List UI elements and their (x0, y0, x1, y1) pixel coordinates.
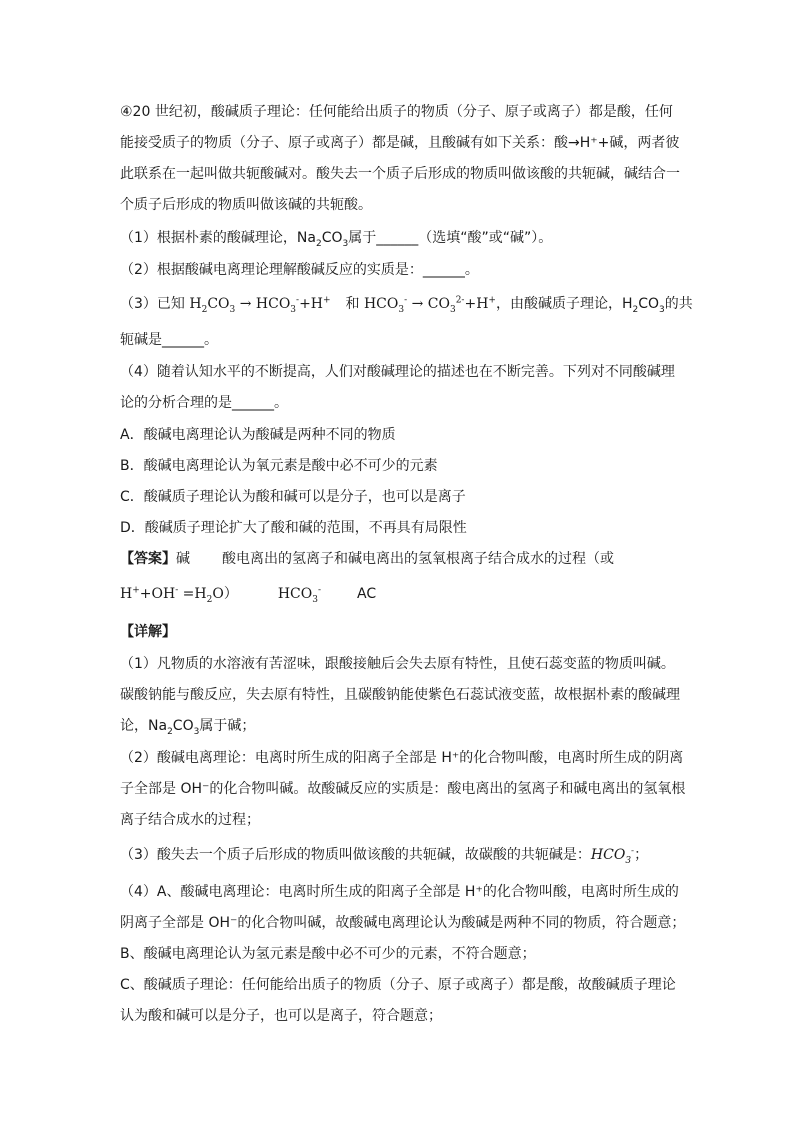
option-c: C．酸碱质子理论认为酸和碱可以是分子，也可以是离子 (120, 489, 466, 505)
detail-2-line-1: （2）酸碱电离理论：电离时所生成的阳离子全部是 H⁺的化合物叫酸，电离时所生成的阴离 (120, 750, 684, 766)
detail-2-line-2: 子全部是 OH⁻的化合物叫碱。故酸碱反应的实质是：酸电离出的氢离子和碱电离出的氢氧根 (120, 781, 686, 797)
bicarbonate-formula: $HCO_3^-$ (590, 846, 635, 866)
question-1: （1）根据朴素的酸碱理论，$Na_2CO_3$属于______（选填“酸”或“碱”）。 (120, 230, 553, 249)
detail-1-line-3: 论，$Na_2CO_3$属于碱； (120, 718, 256, 737)
intro-line-4: 个质子后形成的物质叫做该碱的共轭酸。 (120, 197, 372, 213)
answer-line-2: $H^++OH^- =H_2O$） $HCO_3^-$ AC (120, 585, 377, 605)
intro-line-2: 能接受质子的物质（分子、原子或离子）都是碱，且酸碱有如下关系：酸→H⁺+碱，两者彼 (120, 135, 680, 151)
detail-label: 【详解】 (120, 624, 176, 640)
answer-3-formula: $HCO_3^-$ (277, 585, 322, 605)
question-2: （2）根据酸碱电离理论理解酸碱反应的实质是：______。 (120, 262, 479, 278)
answer-2: 酸电离出的氢离子和碱电离出的氢氧根离子结合成水的过程（或 (222, 551, 614, 567)
option-a: A．酸碱电离理论认为酸碱是两种不同的物质 (120, 427, 396, 443)
detail-4-line-1: （4）A、酸碱电离理论：电离时所生成的阳离子全部是 H⁺的化合物叫酸，电离时所生成的 (120, 884, 679, 900)
option-d: D．酸碱质子理论扩大了酸和碱的范围，不再具有局限性 (120, 520, 467, 536)
detail-1-line-1: （1）凡物质的水溶液有苦涩味，跟酸接触后会失去原有特性，且使石蕊变蓝的物质叫碱。 (120, 656, 675, 672)
question-3-line-2: 轭碱是______。 (120, 332, 218, 348)
water-equation: $H^++OH^- =H_2O$ (120, 585, 224, 605)
detail-4-line-3: B、酸碱电离理论认为氢元素是酸中必不可少的元素，不符合题意； (120, 946, 536, 962)
answer-label: 【答案】 (120, 551, 176, 567)
option-b: B．酸碱电离理论认为氧元素是酸中必不可少的元素 (120, 458, 438, 474)
question-3-line-1: （3）已知 $H_2CO_3 \to HCO_3^-+H^+$ 和 $HCO_3^- \to CO_3^{2-}+H^+$，由酸碱质子理论，$H_2CO_3$的共 (120, 295, 693, 315)
detail-4-line-4: C、酸碱质子理论：任何能给出质子的物质（分子、原子或离子）都是酸，故酸碱质子理论 (120, 977, 676, 993)
equation-1: $H_2CO_3 \to HCO_3^-+H^+$ (189, 295, 331, 315)
question-4-line-2: 论的分析合理的是______。 (120, 395, 288, 411)
intro-line-1: ④20 世纪初，酸碱质子理论：任何能给出质子的物质（分子、原子或离子）都是酸，任何 (120, 104, 673, 120)
detail-1-line-2: 碳酸钠能与酸反应，失去原有特性，且碳酸钠能使紫色石蕊试液变蓝，故根据朴素的酸碱理 (120, 687, 680, 703)
answer-4: AC (357, 586, 377, 602)
detail-3: （3）酸失去一个质子后形成的物质叫做该酸的共轭碱，故碳酸的共轭碱是：$HCO_3^-$； (120, 846, 649, 866)
answer-line-1 (120, 549, 614, 569)
detail-4-line-5: 认为酸和碱可以是分子，也可以是离子，符合题意； (120, 1008, 442, 1024)
equation-2: $HCO_3^- \to CO_3^{2-}+H^+$ (363, 295, 496, 315)
intro-line-3: 此联系在一起叫做共轭酸碱对。酸失去一个质子后形成的物质叫做该酸的共轭碱，碱结合一 (120, 166, 680, 182)
question-4-line-1: （4）随着认知水平的不断提高，人们对酸碱理论的描述也在不断完善。下列对不同酸碱理 (120, 364, 675, 380)
answer-1: 碱 (176, 551, 190, 567)
detail-4-line-2: 阴离子全部是 OH⁻的化合物叫碱，故酸碱电离理论认为酸碱是两种不同的物质，符合题意； (120, 915, 686, 931)
detail-2-line-3: 离子结合成水的过程； (120, 812, 260, 828)
